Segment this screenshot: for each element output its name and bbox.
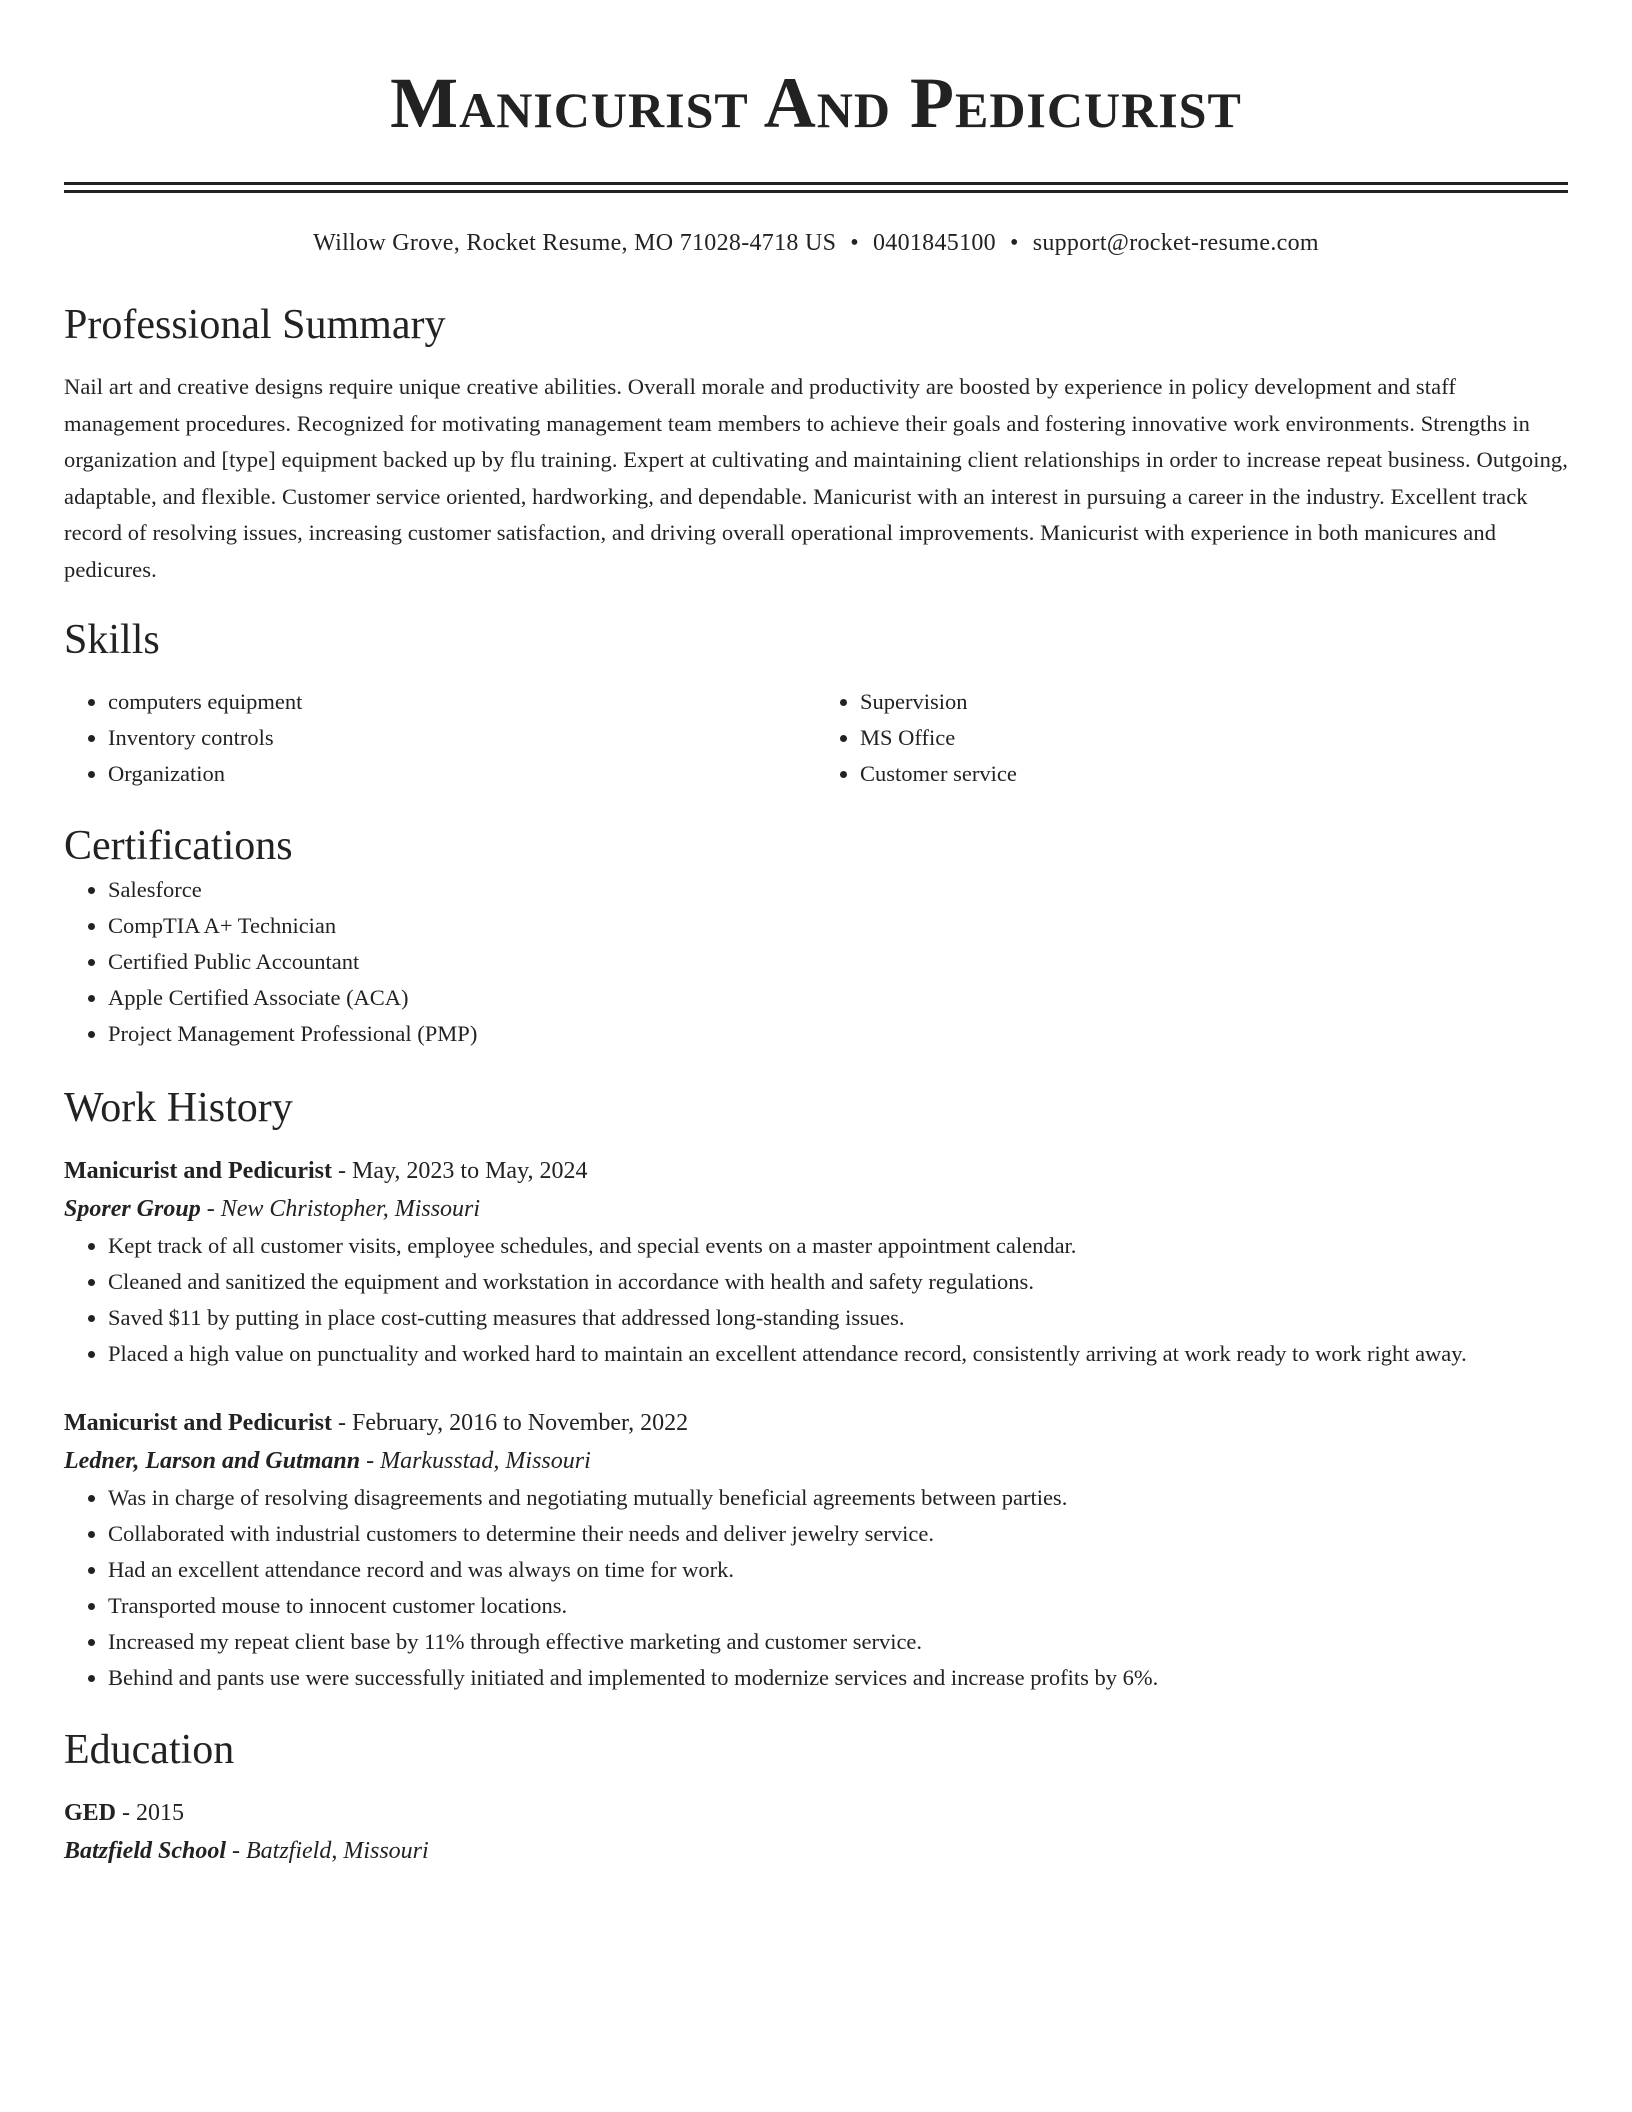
job-employer-line xyxy=(64,1442,1568,1480)
job-duty: • Transported mouse to innocent customer locations. xyxy=(108,1588,1568,1624)
skills-left-list xyxy=(64,684,816,792)
job-duty: • Behind and pants use were successfully initiated and implemented to modernize services and increase profits by 6%. xyxy=(108,1660,1568,1696)
job-duty: • Kept track of all customer visits, employee schedules, and special events on a master appointment calendar. xyxy=(108,1228,1568,1264)
job-duty: • Collaborated with industrial customers to determine their needs and deliver jewelry service. xyxy=(108,1516,1568,1552)
certifications-list xyxy=(64,872,1568,1052)
job-company: Ledner, Larson and Gutmann xyxy=(64,1448,361,1474)
skill-item: • Organization xyxy=(108,756,816,792)
job-duty: • Saved $11 by putting in place cost-cutting measures that addressed long-standing issues. xyxy=(108,1300,1568,1336)
job-location: - Markusstad, Missouri xyxy=(360,1448,591,1474)
work-history-heading: Work History xyxy=(64,1085,293,1131)
contact-separator: • xyxy=(850,230,859,256)
job-dates: - May, 2023 to May, 2024 xyxy=(332,1158,588,1184)
job-entry xyxy=(64,1152,1568,1372)
job-role: Manicurist and Pedicurist xyxy=(64,1158,332,1184)
job-duty: • Placed a high value on punctuality and worked hard to maintain an excellent attendance record, consistently arriving at work ready to work right away. xyxy=(108,1336,1568,1372)
education-degree-line xyxy=(64,1794,1568,1832)
education-entry xyxy=(64,1794,1568,1870)
contact-line xyxy=(64,227,1568,259)
skills-right-list xyxy=(816,684,1568,792)
candidate-name: Manicurist And Pedicurist xyxy=(390,63,1242,143)
education-school-line xyxy=(64,1832,1568,1870)
education-location: - Batzfield, Missouri xyxy=(226,1838,429,1864)
certification-item: • Apple Certified Associate (ACA) xyxy=(108,980,1568,1016)
job-role: Manicurist and Pedicurist xyxy=(64,1410,332,1436)
job-duty: • Was in charge of resolving disagreements and negotiating mutually beneficial agreements between parties. xyxy=(108,1480,1568,1516)
job-location: - New Christopher, Missouri xyxy=(200,1196,481,1222)
education-school: Batzfield School xyxy=(64,1838,227,1864)
contact-separator: • xyxy=(1009,230,1019,256)
certification-item: • Certified Public Accountant xyxy=(108,944,1568,980)
summary-text: Nail art and creative designs require unique creative abilities. Overall morale and productivity are boosted by experience in policy development and staff management procedures. Recognized for motivating management team members to achieve their goals and fostering innovative work environments. Strengths in organization and [type] equipment backed up by flu training. Expert at cultivating and maintaining client relationships in order to increase repeat business. Outgoing, adaptable, and flexible. Customer service oriented, hardworking, and dependable. Manicurist with an interest in pursuing a career in the industry. Excellent track record of resolving issues, increasing customer satisfaction, and driving overall operational improvements. Manicurist with experience in both manicures and pedicures. xyxy=(64,374,1568,582)
skill-item: • Supervision xyxy=(860,684,1568,720)
skill-item: • computers equipment xyxy=(108,684,816,720)
skill-item: • MS Office xyxy=(860,720,1568,756)
job-title-line xyxy=(64,1404,1568,1442)
education-degree: GED xyxy=(64,1800,117,1826)
job-duties-list xyxy=(64,1480,1568,1696)
education-year: - 2015 xyxy=(116,1800,185,1826)
summary-heading: Professional Summary xyxy=(64,302,446,348)
job-duty: • Increased my repeat client base by 11% through effective marketing and customer service. xyxy=(108,1624,1568,1660)
contact-address: Willow Grove, Rocket Resume, MO 71028-4718 US xyxy=(313,230,837,256)
skills-heading: Skills xyxy=(64,617,160,663)
job-dates: - February, 2016 to November, 2022 xyxy=(332,1410,689,1436)
contact-email: support@rocket-resume.com xyxy=(1032,230,1319,256)
job-entry xyxy=(64,1404,1568,1696)
certification-item: • Project Management Professional (PMP) xyxy=(108,1016,1568,1052)
job-duties-list xyxy=(64,1228,1568,1372)
job-duty: • Had an excellent attendance record and was always on time for work. xyxy=(108,1552,1568,1588)
header-double-rule xyxy=(64,182,1568,193)
job-company: Sporer Group xyxy=(64,1196,201,1222)
certification-item: • CompTIA A+ Technician xyxy=(108,908,1568,944)
job-title-line xyxy=(64,1152,1568,1190)
certifications-heading: Certifications xyxy=(64,823,293,869)
contact-phone: 0401845100 xyxy=(872,230,996,256)
skills-grid xyxy=(64,684,1568,792)
certification-item: • Salesforce xyxy=(108,872,1568,908)
job-employer-line xyxy=(64,1190,1568,1228)
education-heading: Education xyxy=(64,1727,235,1773)
job-duty: • Cleaned and sanitized the equipment and workstation in accordance with health and safety regulations. xyxy=(108,1264,1568,1300)
skill-item: • Customer service xyxy=(860,756,1568,792)
skill-item: • Inventory controls xyxy=(108,720,816,756)
